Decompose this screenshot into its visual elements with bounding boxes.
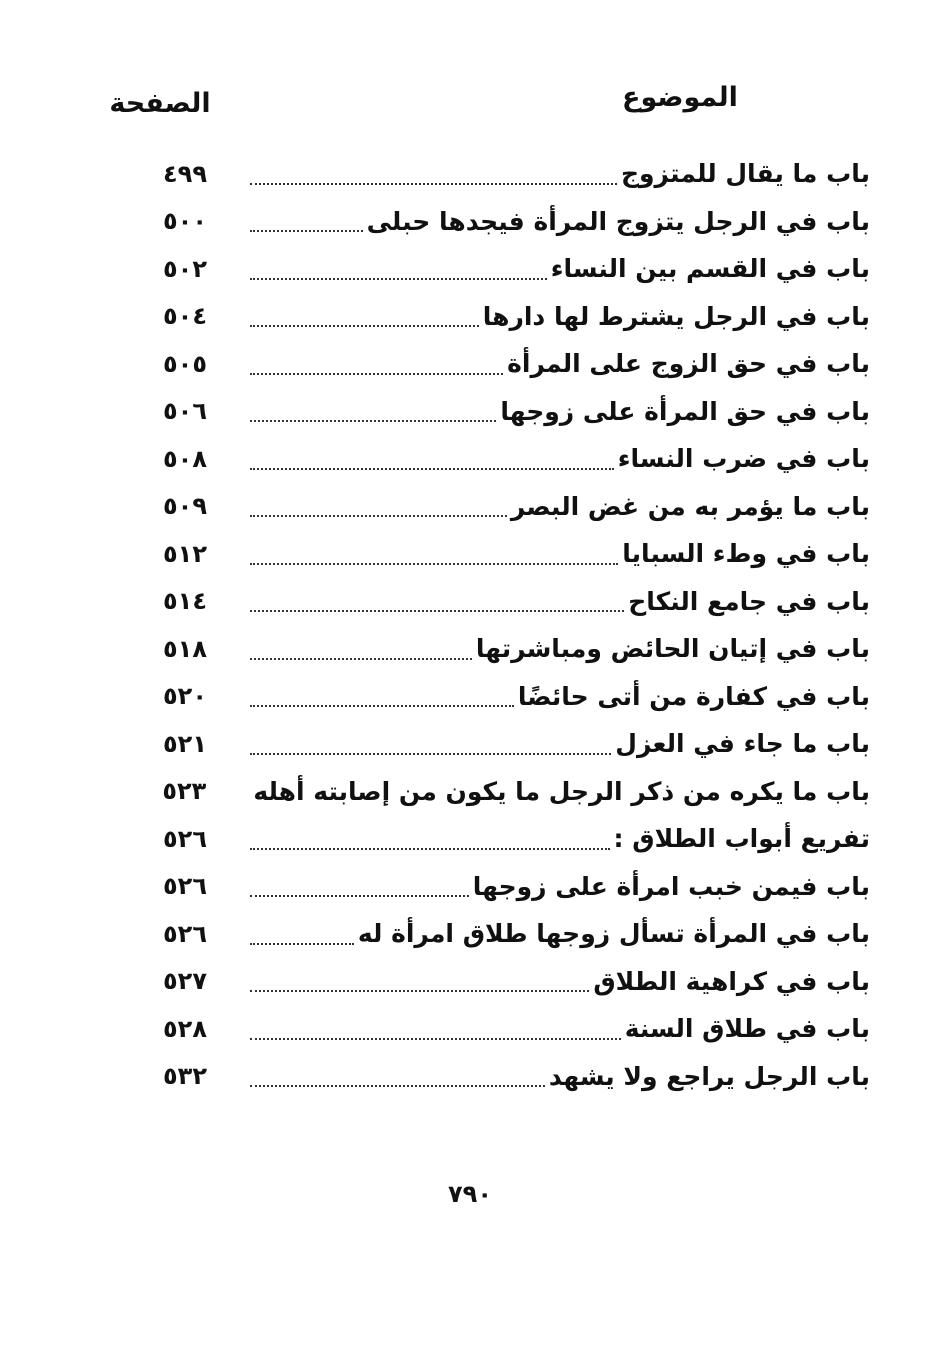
toc-entry [140, 293, 870, 341]
entry-page-number: ٥٢٧ [163, 967, 207, 996]
entry-page-number: ٥٠٩ [163, 492, 207, 521]
entry-title: باب ما يؤمر به من غض البصر [510, 491, 870, 521]
entry-title: باب في القسم بين النساء [550, 254, 870, 284]
entry-page-number: ٥٢٨ [163, 1014, 207, 1043]
entry-page-number: ٥٠٦ [163, 397, 207, 426]
entry-page-number: ٥٢٦ [163, 919, 207, 948]
dot-leader [250, 848, 610, 850]
entry-title: باب فيمن خبب امرأة على زوجها [472, 871, 870, 901]
dot-leader [250, 183, 617, 185]
entry-page-number: ٥٠٥ [163, 349, 207, 378]
toc-entry [140, 198, 870, 246]
toc-entry [140, 815, 870, 863]
entry-title: باب في الرجل يشترط لها دارها [482, 301, 870, 331]
entry-title: باب في ضرب النساء [617, 444, 870, 474]
entry-title: باب في الرجل يتزوج المرأة فيجدها حبلى [366, 206, 870, 236]
entry-page-number: ٥١٤ [163, 587, 207, 616]
entry-title: باب ما جاء في العزل [615, 729, 870, 759]
entry-page-number: ٥٠٢ [163, 254, 207, 283]
dot-leader [250, 420, 496, 422]
entry-page-number: ٥٢٠ [163, 682, 207, 711]
dot-leader [250, 563, 618, 565]
toc-entry [140, 483, 870, 531]
dot-leader [250, 1085, 545, 1087]
dot-leader [250, 325, 479, 327]
dot-leader [250, 230, 363, 232]
entry-page-number: ٤٩٩ [163, 159, 207, 188]
entry-title: باب في كفارة من أتى حائضًا [517, 681, 870, 711]
page-column-header: الصفحة [109, 88, 211, 119]
entry-title: باب في طلاق السنة [624, 1014, 870, 1044]
dot-leader [250, 515, 507, 517]
dot-leader [250, 943, 354, 945]
toc-entry [140, 768, 870, 816]
dot-leader [250, 990, 589, 992]
entry-title: باب ما يكره من ذكر الرجل ما يكون من إصابته أهله [253, 776, 870, 806]
entry-title: باب في المرأة تسأل زوجها طلاق امرأة له [357, 919, 870, 949]
dot-leader [250, 658, 472, 660]
toc-entry [140, 910, 870, 958]
toc-entry [140, 388, 870, 436]
toc-entry [140, 435, 870, 483]
dot-leader [250, 753, 611, 755]
entry-title: باب في وطء السبايا [622, 539, 870, 569]
entry-title: باب في إتيان الحائض ومباشرتها [475, 634, 870, 664]
dot-leader [250, 610, 624, 612]
entry-page-number: ٥٢٦ [163, 824, 207, 853]
toc-entry [140, 958, 870, 1006]
toc-entry [140, 150, 870, 198]
entry-page-number: ٥١٨ [163, 634, 207, 663]
toc-entry [140, 340, 870, 388]
entry-page-number: ٥١٢ [163, 539, 207, 568]
toc-entry [140, 1053, 870, 1101]
entry-page-number: ٥٠٤ [163, 302, 207, 331]
dot-leader [250, 373, 503, 375]
entry-page-number: ٥٠٨ [163, 444, 207, 473]
toc-entry [140, 1005, 870, 1053]
dot-leader [250, 705, 514, 707]
page-folio-number: ٧٩٠ [448, 1180, 492, 1208]
dot-leader [250, 895, 469, 897]
toc-entry [140, 578, 870, 626]
entry-page-number: ٥٢٣ [162, 777, 207, 806]
entry-title: باب ما يقال للمتزوج [621, 159, 870, 189]
toc-entry [140, 245, 870, 293]
toc-entry [140, 673, 870, 721]
entry-page-number: ٥٢٦ [163, 872, 207, 901]
toc-entry [140, 720, 870, 768]
dot-leader [250, 1038, 621, 1040]
entry-title: باب الرجل يراجع ولا يشهد [548, 1061, 870, 1091]
entry-page-number: ٥٠٠ [163, 207, 207, 236]
entry-title: باب في حق المرأة على زوجها [500, 396, 870, 426]
entry-page-number: ٥٣٢ [163, 1062, 207, 1091]
table-of-contents [140, 150, 870, 1100]
toc-entry [140, 530, 870, 578]
toc-entry [140, 863, 870, 911]
entry-title: تفريع أبواب الطلاق : [613, 824, 870, 854]
entry-title: باب في حق الزوج على المرأة [507, 349, 870, 379]
topic-column-header: الموضوع [622, 82, 738, 113]
entry-title: باب في كراهية الطلاق [593, 966, 870, 996]
entry-page-number: ٥٢١ [163, 729, 207, 758]
entry-title: باب في جامع النكاح [628, 586, 870, 616]
dot-leader [250, 278, 547, 280]
dot-leader [250, 468, 614, 470]
toc-entry [140, 625, 870, 673]
